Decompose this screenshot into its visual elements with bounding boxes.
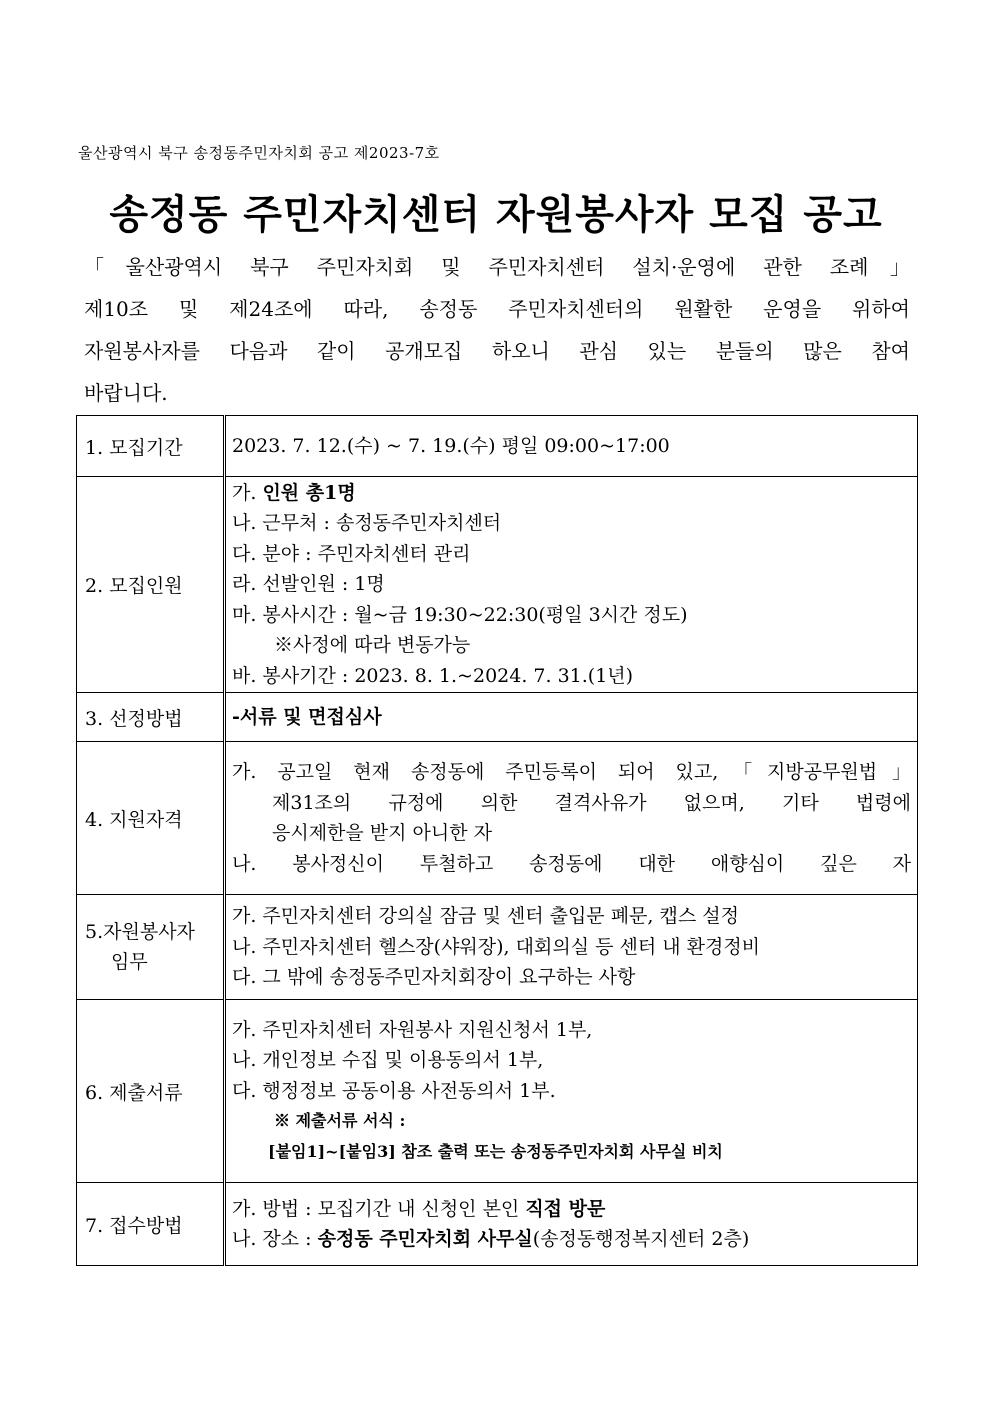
documents-details [225,1000,918,1183]
selection-text: -서류 및 면접심사 [225,693,918,742]
row-label: 3. 선정방법 [77,693,225,742]
recruit-line: 바. 봉사기간 : 2023. 8. 1.~2024. 7. 31.(1년) [232,664,634,687]
intro-line: 제10조 및 제24조에 따라, 송정동 주민자치센터의 원활한 운영을 위하여 [84,297,910,321]
recruit-note: ※사정에 따라 변동가능 [274,634,471,657]
table-row-documents [77,1000,918,1183]
intro-line: 「울산광역시 북구 주민자치회 및 주민자치센터 설치·운영에 관한 조례」 [84,255,910,279]
intro-paragraph [84,246,910,414]
qualification-line: 응시제한을 받지 아니한 자 [272,822,493,844]
table-row-qualification [77,742,918,895]
qualification-line: 제31조의 규정에 의한 결격사유가 없으며, 기타 법령에 [272,791,911,814]
documents-line: 다. 행정정보 공동이용 사전동의서 1부. [232,1079,556,1102]
duty-details [225,895,918,1000]
reception-line: 가. 방법 : 모집기간 내 신청인 본인 직접 방문 [232,1197,606,1220]
notice-number: 울산광역시 북구 송정동주민자치회 공고 제2023-7호 [78,144,440,162]
documents-note-title: ※ 제출서류 서식 : [274,1111,406,1131]
qualification-line: 가. 공고일 현재 송정동에 주민등록이 되어 있고,「지방공무원법」 [232,761,911,783]
row-label: 1. 모집기간 [77,416,225,477]
duty-line: 나. 주민자치센터 헬스장(샤워장), 대회의실 등 센터 내 환경정비 [232,935,761,958]
recruit-line: 다. 분야 : 주민자치센터 관리 [232,542,471,565]
recruit-line: 가. 인원 총1명 [232,481,356,504]
table-row-reception [77,1183,918,1266]
documents-note-text: [붙임1]~[붙임3] 참조 출력 또는 송정동주민자치회 사무실 비치 [268,1141,723,1161]
qualification-line: 나. 봉사정신이 투철하고 송정동에 대한 애향심이 깊은 자 [232,852,911,875]
documents-line: 가. 주민자치센터 자원봉사 지원신청서 1부, [232,1018,593,1041]
row-label: 6. 제출서류 [77,1000,225,1183]
table-row-duty [77,895,918,1000]
row-label: 5.자원봉사자 임무 [77,895,225,1000]
duty-line: 다. 그 밖에 송정동주민자치회장이 요구하는 사항 [232,966,636,989]
recruit-line: 나. 근무처 : 송정동주민자치센터 [232,512,502,535]
qualification-details [225,742,918,895]
duty-line: 가. 주민자치센터 강의실 잠금 및 센터 출입문 폐문, 캡스 설정 [232,905,739,928]
row-label: 2. 모집인원 [77,477,225,693]
table-row-selection [77,693,918,742]
intro-line: 바랍니다. [84,381,168,405]
intro-line: 자원봉사자를 다음과 같이 공개모집 하오니 관심 있는 분들의 많은 참여 [84,339,910,363]
row-label: 4. 지원자격 [77,742,225,895]
reception-line: 나. 장소 : 송정동 주민자치회 사무실(송정동행정복지센터 2층) [232,1228,750,1250]
recruit-details [225,477,918,693]
table-row-recruit [77,477,918,693]
documents-line: 나. 개인정보 수집 및 이용동의서 1부, [232,1049,544,1072]
recruit-line: 라. 선발인원 : 1명 [232,573,385,596]
row-label: 7. 접수방법 [77,1183,225,1266]
recruit-line: 마. 봉사시간 : 월~금 19:30~22:30(평일 3시간 정도) [232,603,688,626]
table-row-period [77,416,918,477]
page-title: 송정동 주민자치센터 자원봉사자 모집 공고 [109,192,883,238]
reception-details [225,1183,918,1266]
recruitment-table [76,415,918,1266]
period-text: 2023. 7. 12.(수) ~ 7. 19.(수) 평일 09:00~17:00 [225,416,918,477]
